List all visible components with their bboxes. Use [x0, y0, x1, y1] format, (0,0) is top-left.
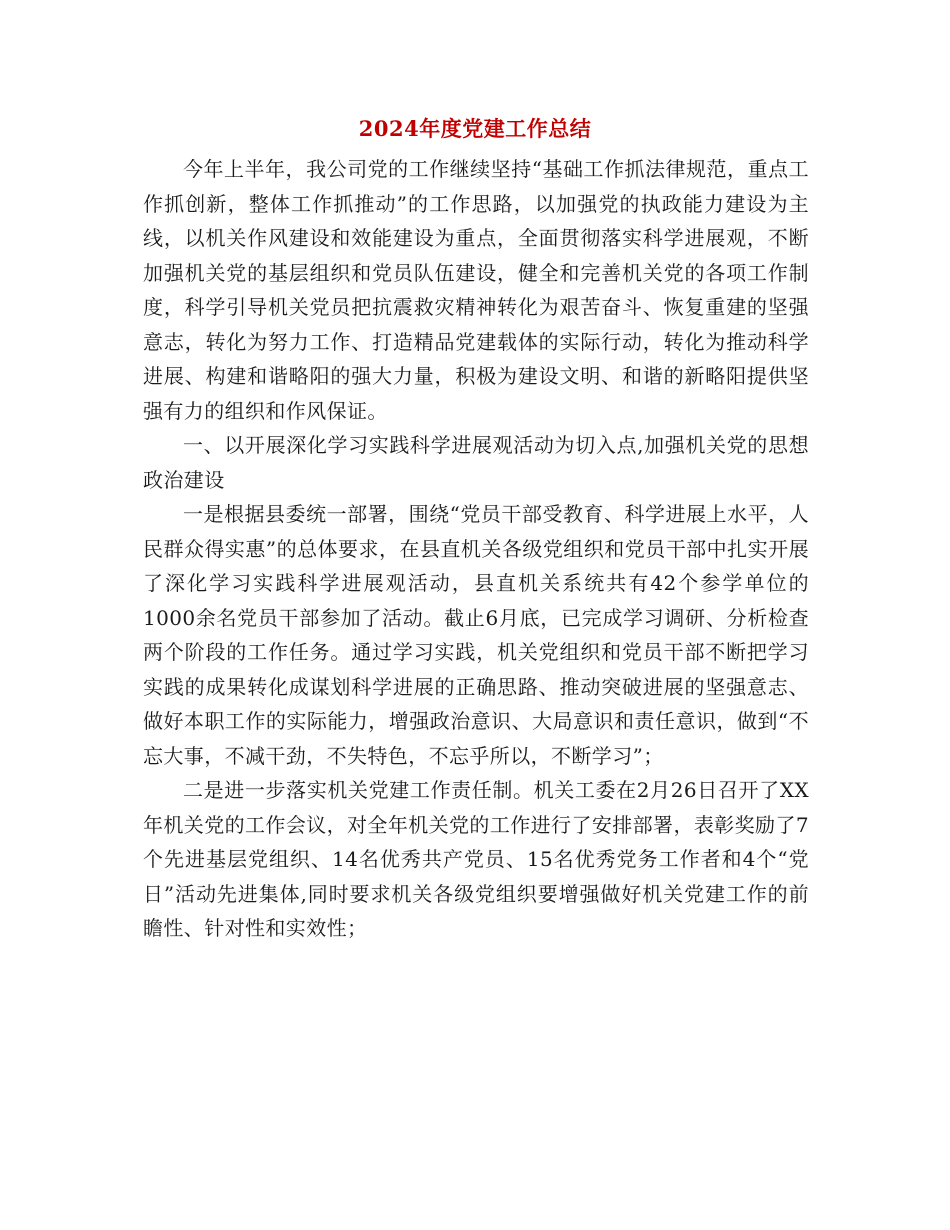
- paragraph-intro: 今年上半年，我公司党的工作继续坚持“基础工作抓法律规范，重点工作抓创新，整体工作抓推动”的工作思路，以加强党的执政能力建设为主线，以机关作风建设和效能建设为重点，全面贯彻落实科学进展观，不断加强机关党的基层组织和党员队伍建设，健全和完善机关党的各项工作制度，科学引导机关党员把抗震救灾精神转化为艰苦奋斗、恢复重建的坚强意志，转化为努力工作、打造精品党建载体的实际行动，转化为推动科学进展、构建和谐略阳的强大力量，积极为建设文明、和谐的新略阳提供坚强有力的组织和作风保证。: [143, 157, 809, 423]
- document-body: [143, 152, 809, 946]
- paragraph-item-two: 二是进一步落实机关党建工作责任制。机关工委在2月26日召开了XX年机关党的工作会议，对全年机关党的工作进行了安排部署，表彰奖励了7个先进基层党组织、14名优秀共产党员、15名优秀党务工作者和4个“党日”活动先进集体,同时要求机关各级党组织要增强做好机关党建工作的前瞻性、针对性和实效性；: [143, 778, 809, 940]
- paragraph-section-heading: 一、以开展深化学习实践科学进展观活动为切入点,加强机关党的思想政治建设: [143, 433, 809, 492]
- document-title: 2024年度党建工作总结: [358, 116, 592, 141]
- paragraph-item-one: 一是根据县委统一部署，围绕“党员干部受教育、科学进展上水平，人民群众得实惠”的总体要求，在县直机关各级党组织和党员干部中扎实开展了深化学习实践科学进展观活动，县直机关系统共有42个参学单位的1000余名党员干部参加了活动。截止6月底，已完成学习调研、分析检查两个阶段的工作任务。通过学习实践，机关党组织和党员干部不断把学习实践的成果转化成谋划科学进展的正确思路、推动突破进展的坚强意志、做好本职工作的实际能力，增强政治意识、大局意识和责任意识，做到“不忘大事，不减干劲，不失特色，不忘乎所以，不断学习”；: [143, 502, 809, 768]
